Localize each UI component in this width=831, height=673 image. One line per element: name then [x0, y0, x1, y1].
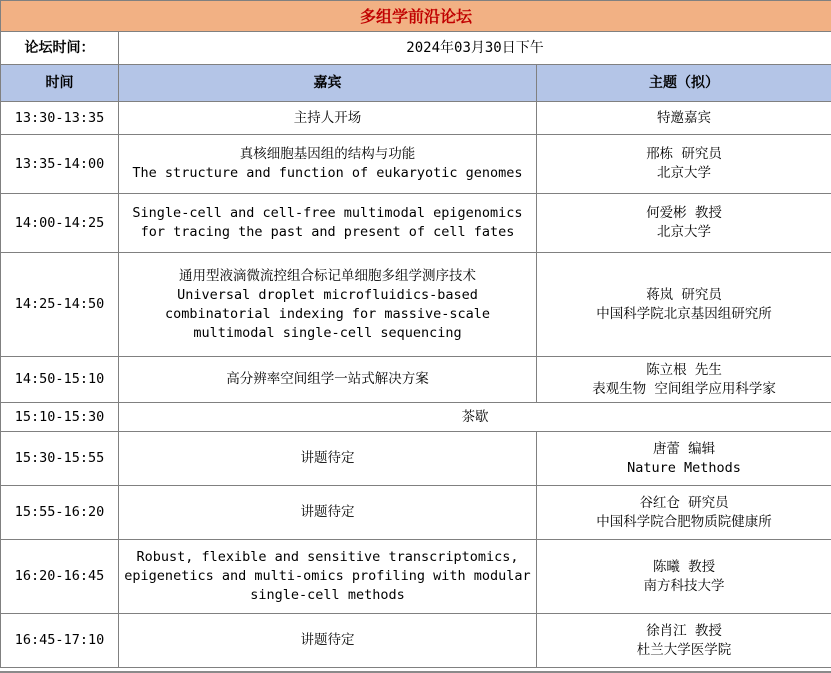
topic-cell: [537, 135, 831, 194]
forum-title-row: [1, 1, 831, 32]
cell-line: for tracing the past and present of cell fates: [123, 223, 532, 242]
cell-line: The structure and function of eukaryotic genomes: [123, 164, 532, 183]
time-cell: [1, 135, 119, 194]
cell-line: 15:55-16:20: [5, 503, 114, 522]
cell-line: 陈立根 先生: [541, 361, 827, 380]
cell-line: 北京大学: [541, 223, 827, 242]
cell-line: 邢栋 研究员: [541, 145, 827, 164]
schedule-row: [1, 253, 831, 357]
cell-line: Robust, flexible and sensitive transcriptomics,: [123, 548, 532, 567]
cell-line: 真核细胞基因组的结构与功能: [123, 145, 532, 164]
topic-cell: [537, 432, 831, 486]
schedule-row: [1, 614, 831, 668]
time-cell: [1, 432, 119, 486]
schedule-row: [1, 102, 831, 135]
column-header-row: [1, 65, 831, 102]
time-cell: [1, 486, 119, 540]
cell-line: 14:25-14:50: [5, 295, 114, 314]
cell-line: Single-cell and cell-free multimodal epigenomics: [123, 204, 532, 223]
time-cell: [1, 614, 119, 668]
guest-cell: [119, 194, 537, 253]
cell-line: 谷红仓 研究员: [541, 494, 827, 513]
schedule-row: [1, 486, 831, 540]
cell-line: 15:10-15:30: [5, 408, 114, 427]
schedule-row: [1, 403, 831, 432]
forum-time-label: 论坛时间：: [1, 32, 119, 65]
forum-time-row: [1, 32, 831, 65]
cell-line: 中国科学院合肥物质院健康所: [541, 513, 827, 532]
cell-line: 通用型液滴微流控组合标记单细胞多组学测序技术: [123, 267, 532, 286]
forum-time-value: 2024年03月30日下午: [119, 32, 831, 65]
cell-line: single-cell methods: [123, 586, 532, 605]
cell-line: Universal droplet microfluidics-based: [123, 286, 532, 305]
topic-cell: [537, 253, 831, 357]
cell-line: Nature Methods: [541, 459, 827, 478]
forum-title: 多组学前沿论坛: [1, 1, 831, 32]
cell-line: 高分辨率空间组学一站式解决方案: [123, 370, 532, 389]
schedule-row: [1, 357, 831, 403]
cell-line: 主持人开场: [123, 109, 532, 128]
cell-line: 13:30-13:35: [5, 109, 114, 128]
time-cell: [1, 403, 119, 432]
merged-guest-topic-cell: [119, 403, 831, 432]
cell-line: 14:50-15:10: [5, 370, 114, 389]
cell-line: 唐蕾 编辑: [541, 440, 827, 459]
cell-line: 茶歇: [123, 408, 827, 427]
guest-cell: [119, 135, 537, 194]
cell-line: 讲题待定: [123, 449, 532, 468]
time-cell: [1, 194, 119, 253]
cell-line: combinatorial indexing for massive-scale: [123, 305, 532, 324]
cell-line: 表观生物 空间组学应用科学家: [541, 380, 827, 399]
time-cell: [1, 102, 119, 135]
cell-line: 讲题待定: [123, 503, 532, 522]
topic-cell: [537, 614, 831, 668]
schedule-row: [1, 135, 831, 194]
cell-line: 16:20-16:45: [5, 567, 114, 586]
schedule-row: [1, 432, 831, 486]
topic-cell: [537, 194, 831, 253]
guest-cell: [119, 432, 537, 486]
cell-line: 14:00-14:25: [5, 214, 114, 233]
cell-line: 13:35-14:00: [5, 155, 114, 174]
cell-line: 何爱彬 教授: [541, 204, 827, 223]
guest-cell: [119, 357, 537, 403]
guest-cell: [119, 102, 537, 135]
topic-cell: [537, 102, 831, 135]
cell-line: epigenetics and multi-omics profiling with modular: [123, 567, 532, 586]
cell-line: 16:45-17:10: [5, 631, 114, 650]
cell-line: 蒋岚 研究员: [541, 286, 827, 305]
time-cell: [1, 253, 119, 357]
cell-line: 杜兰大学医学院: [541, 641, 827, 660]
cell-line: 讲题待定: [123, 631, 532, 650]
column-header-topic: 主题（拟）: [537, 65, 831, 102]
guest-cell: [119, 486, 537, 540]
column-header-time: 时间: [1, 65, 119, 102]
time-cell: [1, 540, 119, 614]
cell-line: 15:30-15:55: [5, 449, 114, 468]
guest-cell: [119, 540, 537, 614]
cell-line: 徐肖江 教授: [541, 622, 827, 641]
cell-line: 陈曦 教授: [541, 558, 827, 577]
schedule-row: [1, 194, 831, 253]
time-cell: [1, 357, 119, 403]
guest-cell: [119, 253, 537, 357]
cell-line: multimodal single-cell sequencing: [123, 324, 532, 343]
guest-cell: [119, 614, 537, 668]
topic-cell: [537, 540, 831, 614]
cell-line: 南方科技大学: [541, 577, 827, 596]
topic-cell: [537, 357, 831, 403]
schedule-row: [1, 540, 831, 614]
cell-line: 北京大学: [541, 164, 827, 183]
cell-line: 中国科学院北京基因组研究所: [541, 305, 827, 324]
column-header-guest: 嘉宾: [119, 65, 537, 102]
topic-cell: [537, 486, 831, 540]
schedule-body: [1, 1, 831, 668]
cell-line: 特邀嘉宾: [541, 109, 827, 128]
